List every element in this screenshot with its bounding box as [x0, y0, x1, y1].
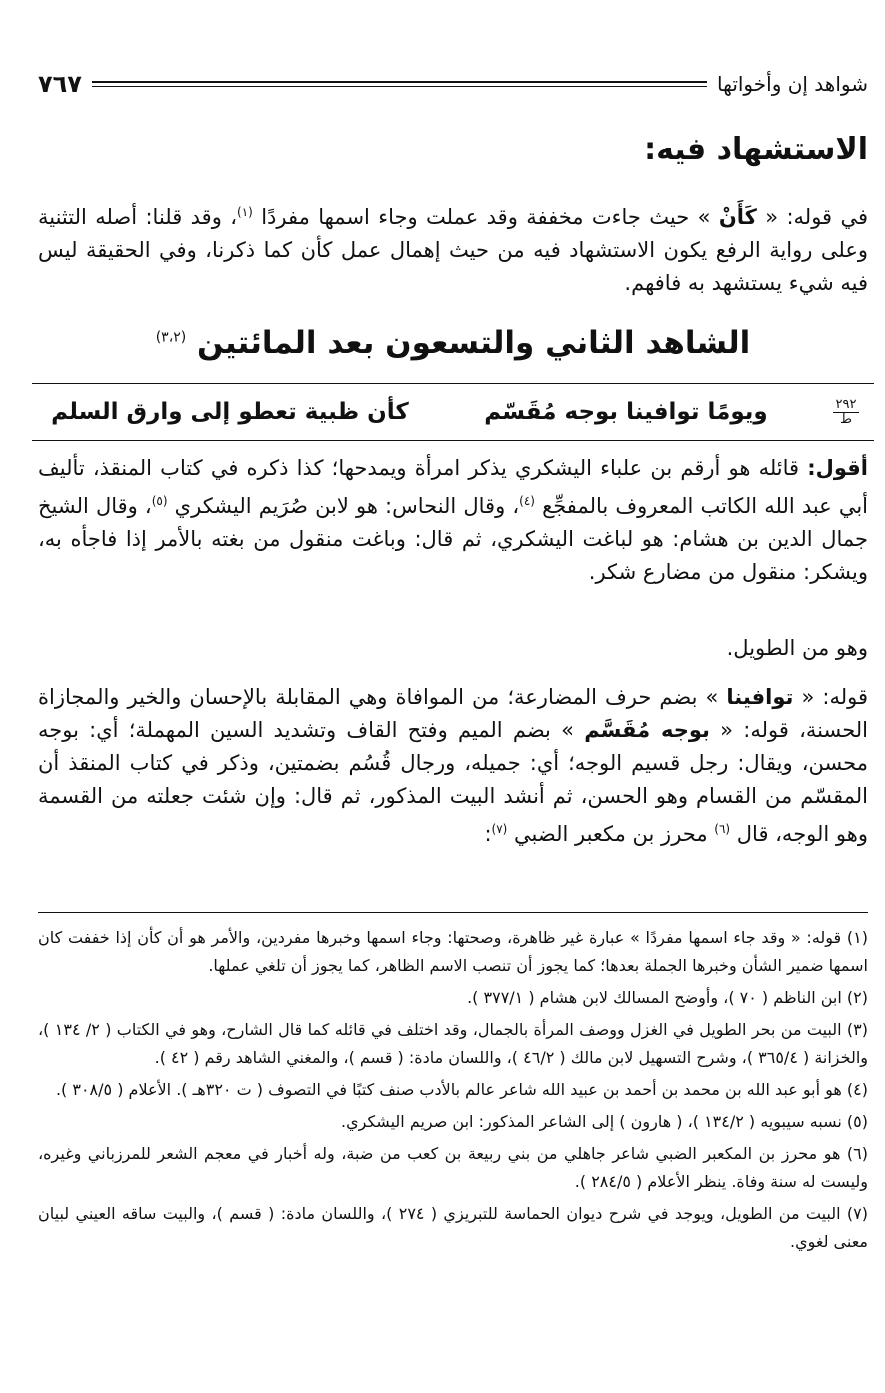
p1-mid: » حيث جاءت مخففة وقد عملت وجاء اسمها مفردًا — [252, 205, 719, 229]
p1-post: ، وقد قلنا: أصله التثنية وعلى رواية الرفع يكون الاستشهاد فيه من حيث إهمال عمل كأن كما ذكرنا، وفي الحقيقة ليس فيه شيء يستشهد به فافهم. — [38, 205, 868, 295]
footnote-ref-7[interactable]: (٧) — [491, 822, 508, 836]
p4-c: » بضم الميم وفتح القاف وتشديد السين المهملة؛ أي: بوجه محسن، ويقال: رجل قسيم الوجه؛ أي: جميله، ورجال قُسُم بضمتين، وذكر في كتاب المنقذ أن المقسّم من القسام وهو الحسن، ثم أنشد البيت المذكور، ثم قال: وإن شئت جعلته من القسمة وهو الوجه، قال — [38, 718, 868, 846]
footnote-ref-4[interactable]: (٤) — [519, 494, 535, 508]
footnote-1: (١) قوله: « وقد جاء اسمها مفردًا » عبارة غير ظاهرة، وصحتها: وجاء اسمها وخبرها مفردين، والأمر هو أن كأن إذا خففت كان اسمها ضمير الشأن وخبرها الجملة بعدها؛ كما يجوز أن تنصب الاسم الظاهر، كما يجوز أن تلغي عملها. — [38, 928, 868, 975]
explanation-paragraph — [38, 681, 868, 851]
footnote-ref-2-3[interactable]: (٣،٢) — [155, 329, 187, 346]
footnote-ref-5[interactable]: (٥) — [151, 494, 168, 508]
running-head-rule — [92, 81, 707, 87]
footnote-5: (٥) نسبه سيبويه ( ١٣٤/٢ )، ( هارون ) إلى الشاعر المذكور: ابن صريم اليشكري. — [341, 1112, 868, 1131]
verse-number-value: ٢٩٢ — [833, 398, 860, 413]
footnote-ref-1[interactable]: (١) — [237, 205, 253, 219]
p2-a: قائله هو أرقم بن علباء اليشكري يذكر امرأة ويمدحها؛ كذا ذكره في كتاب المنقذ، تأليف أبي عبد الله الكاتب المعروف بالمفجِّع — [38, 456, 869, 518]
meter-paragraph: وهو من الطويل. — [726, 636, 868, 660]
aqul-label: أقول: — [807, 456, 868, 480]
shahid-heading — [38, 325, 868, 361]
footnote-3: (٣) البيت من بحر الطويل في الغزل ووصف المرأة بالجمال، وقد اختلف في قائله كما قال الشارح، وهو في الكتاب ( ٢/ ١٣٤ )، والخزانة ( ٣٦٥/٤ )، وشرح التسهيل لابن مالك ( ٤٦/٢ )، واللسان مادة: ( قسم )، والمغني الشاهد رقم ( ٤٢ ). — [38, 1020, 868, 1067]
page-number: ٧٦٧ — [38, 70, 82, 98]
p4-w1: توافينا — [726, 685, 794, 709]
p1-word: كَأَنْ — [718, 205, 757, 229]
footnote-separator — [38, 912, 868, 913]
p4-a: قوله: « — [793, 685, 868, 709]
p4-w2: بوجه مُقَسَّم — [584, 718, 710, 742]
p2-c: ، وقال الشيخ جمال الدين بن هشام: هو لباغت اليشكري، ثم قال: وباغت منقول من بغته بالأمر إذا فاجأه به، ويشكر: منقول من مضارع شكر. — [38, 494, 868, 584]
aqul-paragraph — [38, 452, 868, 589]
verse-first-hemistich: ويومًا توافينا بوجه مُقَسّم — [484, 399, 768, 425]
verse-box — [32, 383, 874, 441]
running-head-title: شواهد إن وأخواتها — [717, 72, 868, 96]
footnote-2: (٢) ابن الناظم ( ٧٠ )، وأوضح المسالك لابن هشام ( ٣٧٧/١ ). — [467, 988, 868, 1007]
istishhad-paragraph — [38, 196, 868, 300]
p2-b: ، وقال النحاس: هو لابن صُرَيم اليشكري — [167, 494, 520, 518]
p4-e: : — [484, 822, 492, 846]
book-page — [38, 0, 868, 1393]
istishhad-heading: الاستشهاد فيه: — [644, 132, 868, 167]
p4-d: محرز بن مكعبر الضبي — [507, 822, 715, 846]
p1-pre: في قوله: « — [756, 205, 868, 229]
verse-number — [824, 398, 868, 427]
footnote-ref-6[interactable]: (٦) — [714, 822, 731, 836]
running-head — [38, 64, 868, 104]
p4-b: » بضم حرف المضارعة؛ من الموافاة وهي المقابلة بالإحسان والخير والمجازاة الحسنة، قوله: « — [38, 685, 869, 742]
footnote-4: (٤) هو أبو عبد الله بن محمد بن أحمد بن عبيد الله شاعر عالم بالأدب صنف كتبًا في التصوف ( ت ٣٢٠هـ ). الأعلام ( ٣٠٨/٥ ). — [55, 1080, 868, 1099]
verse-meter-marker: ط — [839, 411, 853, 427]
shahid-heading-text: الشاهد الثاني والتسعون بعد المائتين — [197, 325, 751, 361]
footnotes-list — [38, 924, 868, 1260]
footnote-6: (٦) هو محرز بن المكعبر الضبي شاعر جاهلي من بني ربيعة بن كعب من ضبة، وله أخبار في معجم الشعر للمرزباني وغيره، وليست له سنة وفاة. ينظر الأعلام ( ٢٨٤/٥ ). — [38, 1144, 868, 1191]
verse-second-hemistich: كأن ظبية تعطو إلى وارق السلم — [51, 399, 409, 425]
footnote-7: (٧) البيت من الطويل، ويوجد في شرح ديوان الحماسة للتبريزي ( ٢٧٤ )، واللسان مادة: ( قسم )، والبيت ساقه العيني لبيان معنى لغوي. — [38, 1204, 868, 1251]
